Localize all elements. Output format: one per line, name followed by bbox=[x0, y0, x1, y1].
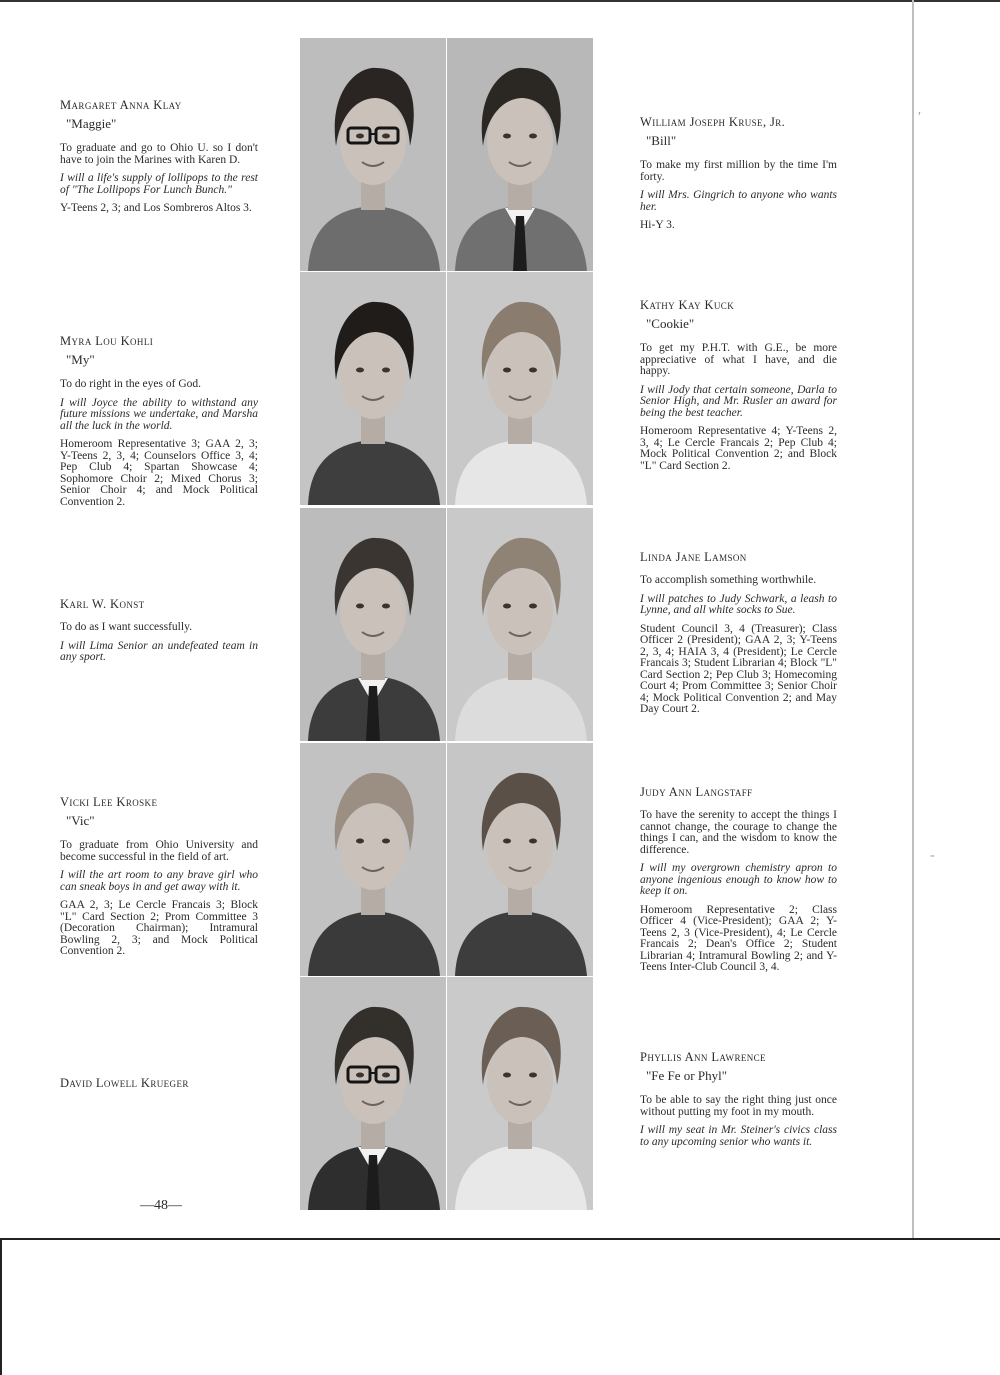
student-ambition: To accomplish something worthwhile. bbox=[640, 574, 817, 586]
student-name: Kathy Kay Kuck bbox=[640, 298, 735, 312]
student-ambition: To graduate and go to Ohio U. so I don't have to join the Marines with Karen D. bbox=[60, 142, 258, 166]
eye bbox=[503, 604, 511, 609]
portrait-image bbox=[447, 977, 593, 1210]
student-nickname: "Vic" bbox=[66, 813, 95, 828]
eye bbox=[503, 134, 511, 139]
eye bbox=[529, 368, 537, 373]
student-ambition: To graduate from Ohio University and become successful in the field of art. bbox=[60, 839, 258, 863]
scan-speck: ′ bbox=[918, 110, 922, 125]
student-name: Karl W. Konst bbox=[60, 597, 145, 611]
eye bbox=[503, 839, 511, 844]
student-ambition: To have the serenity to accept the things I cannot change, the courage to change the things I can, and the wisdom to know the difference. bbox=[640, 809, 837, 856]
student-entry-konst bbox=[60, 597, 258, 671]
portrait-konst bbox=[300, 508, 446, 741]
student-activities: Homeroom Representative 4; Y-Teens 2, 3, 4; Le Cercle Francais 2; Pep Club 4; Mock Political Convention 2; and Block "L" Card Section 2. bbox=[640, 425, 837, 472]
portrait-kruse bbox=[447, 38, 593, 271]
student-will: I will Jody that certain someone, Darla to Senior High, and Mr. Rusler an award for being the best teacher. bbox=[640, 383, 837, 419]
portrait-image bbox=[447, 272, 593, 505]
portrait-image bbox=[300, 508, 446, 741]
student-name: Myra Lou Kohli bbox=[60, 334, 154, 348]
student-will: I will my seat in Mr. Steiner's civics class to any upcoming senior who wants it. bbox=[640, 1124, 837, 1148]
portrait-klay bbox=[300, 38, 446, 271]
student-activities: Y-Teens 2, 3; and Los Sombreros Altos 3. bbox=[60, 202, 252, 214]
eye bbox=[382, 134, 390, 139]
eye bbox=[529, 1073, 537, 1078]
eye bbox=[356, 604, 364, 609]
student-will: I will patches to Judy Schwark, a leash to Lynne, and all white socks to Sue. bbox=[640, 592, 837, 616]
student-will: I will the art room to any brave girl who can sneak boys in and get away with it. bbox=[60, 869, 258, 893]
eye bbox=[382, 604, 390, 609]
student-entry-lamson bbox=[640, 550, 837, 723]
student-entry-lawrence bbox=[640, 1050, 837, 1155]
eye bbox=[503, 1073, 511, 1078]
student-entry-kroske bbox=[60, 795, 258, 965]
student-name: Judy Ann Langstaff bbox=[640, 785, 753, 799]
page-bottom-edge bbox=[0, 1238, 1000, 1240]
student-nickname: "Bill" bbox=[646, 133, 677, 148]
student-ambition: To get my P.H.T. with G.E., be more appreciative of what I have, and die happy. bbox=[640, 342, 837, 377]
portrait-image bbox=[447, 743, 593, 976]
student-will: I will my overgrown chemistry apron to anyone ingenious enough to know how to keep it on. bbox=[640, 862, 837, 897]
student-ambition: To make my first million by the time I'm forty. bbox=[640, 159, 837, 183]
page-number: —48— bbox=[140, 1198, 182, 1213]
eye bbox=[529, 839, 537, 844]
portrait-image bbox=[447, 38, 593, 271]
student-ambition: To do as I want successfully. bbox=[60, 621, 192, 633]
portrait-langstaff bbox=[447, 743, 593, 976]
page-left-edge bbox=[0, 1238, 2, 1375]
portrait-kroske bbox=[300, 743, 446, 976]
student-name: David Lowell Krueger bbox=[60, 1076, 189, 1090]
portrait-kuck bbox=[447, 272, 593, 505]
student-entry-kuck bbox=[640, 298, 837, 479]
portrait-image bbox=[300, 272, 446, 505]
student-activities: GAA 2, 3; Le Cercle Francais 3; Block "L" Card Section 2; Prom Committee 3 (Decoration Chairman); Intramural Bowling 2, 3; and Mock Political Convention 2. bbox=[60, 899, 258, 957]
portrait-lawrence bbox=[447, 977, 593, 1210]
eye bbox=[382, 1073, 390, 1078]
student-entry-langstaff bbox=[640, 785, 837, 981]
eye bbox=[382, 368, 390, 373]
student-nickname: "Cookie" bbox=[646, 316, 695, 331]
student-activities: Homeroom Representative 2; Class Officer 4 (Vice-President); GAA 2; Y-Teens 2, 3 (Vice-President), 4; Le Cercle Francais 2; Dean's Office 2; Student Librarian 4; Intramural Bowling 2; and Y-Teens Inter-Club Council 3, 4. bbox=[640, 903, 837, 973]
eye bbox=[356, 368, 364, 373]
student-activities: Homeroom Representative 3; GAA 2, 3; Y-Teens 2, 3, 4; Counselors Office 3, 4; Pep Club 4; Spartan Showcase 4; Sophomore Choir 2; Mixed Chorus 3; Senior Choir 4; and Mock Political Convention 2. bbox=[60, 438, 258, 508]
portrait-image bbox=[447, 508, 593, 741]
student-name: Vicki Lee Kroske bbox=[60, 795, 158, 809]
eye bbox=[529, 604, 537, 609]
portrait-image bbox=[300, 977, 446, 1210]
student-activities: Hi-Y 3. bbox=[640, 219, 675, 231]
student-ambition: To do right in the eyes of God. bbox=[60, 378, 202, 390]
eye bbox=[356, 1073, 364, 1078]
student-entry-kruse bbox=[640, 115, 837, 239]
student-nickname: "Fe Fe or Phyl" bbox=[646, 1068, 728, 1083]
portrait-krueger bbox=[300, 977, 446, 1210]
student-name: Linda Jane Lamson bbox=[640, 550, 747, 564]
student-will: I will Lima Senior an undefeated team in any sport. bbox=[60, 639, 258, 663]
student-ambition: To be able to say the right thing just once without putting my foot in my mouth. bbox=[640, 1094, 837, 1118]
eye bbox=[382, 839, 390, 844]
scan-speck: - bbox=[930, 848, 935, 863]
student-nickname: "Maggie" bbox=[66, 116, 117, 131]
student-name: William Joseph Kruse, Jr. bbox=[640, 115, 786, 129]
eye bbox=[356, 134, 364, 139]
student-entry-klay bbox=[60, 98, 258, 222]
student-will: I will Mrs. Gingrich to anyone who wants her. bbox=[640, 189, 837, 213]
student-will: I will Joyce the ability to withstand any future missions we undertake, and Marsha all the luck in the world. bbox=[60, 396, 258, 432]
student-entry-krueger bbox=[60, 1076, 258, 1094]
eye bbox=[503, 368, 511, 373]
portrait-image bbox=[300, 38, 446, 271]
portrait-lamson bbox=[447, 508, 593, 741]
eye bbox=[356, 839, 364, 844]
student-will: I will a life's supply of lollipops to the rest of "The Lollipops For Lunch Bunch." bbox=[60, 172, 258, 196]
student-entry-kohli bbox=[60, 334, 258, 515]
student-nickname: "My" bbox=[66, 352, 95, 367]
student-activities: Student Council 3, 4 (Treasurer); Class Officer 2 (President); GAA 2, 3; Y-Teens 2, 3, 4; HAIA 3, 4 (President); Le Cercle Francais 3; Student Librarian 4; Block "L" Card Section 2; Pep Club 3; Homecoming Court 4; Prom Committee 3; Senior Choir 4; Mock Political Convention 2; and May Day Court 2. bbox=[640, 622, 837, 715]
student-name: Phyllis Ann Lawrence bbox=[640, 1050, 766, 1064]
page-right-edge bbox=[912, 0, 914, 1240]
portrait-image bbox=[300, 743, 446, 976]
eye bbox=[529, 134, 537, 139]
page-top-edge bbox=[0, 0, 1000, 2]
portrait-kohli bbox=[300, 272, 446, 505]
student-name: Margaret Anna Klay bbox=[60, 98, 182, 112]
